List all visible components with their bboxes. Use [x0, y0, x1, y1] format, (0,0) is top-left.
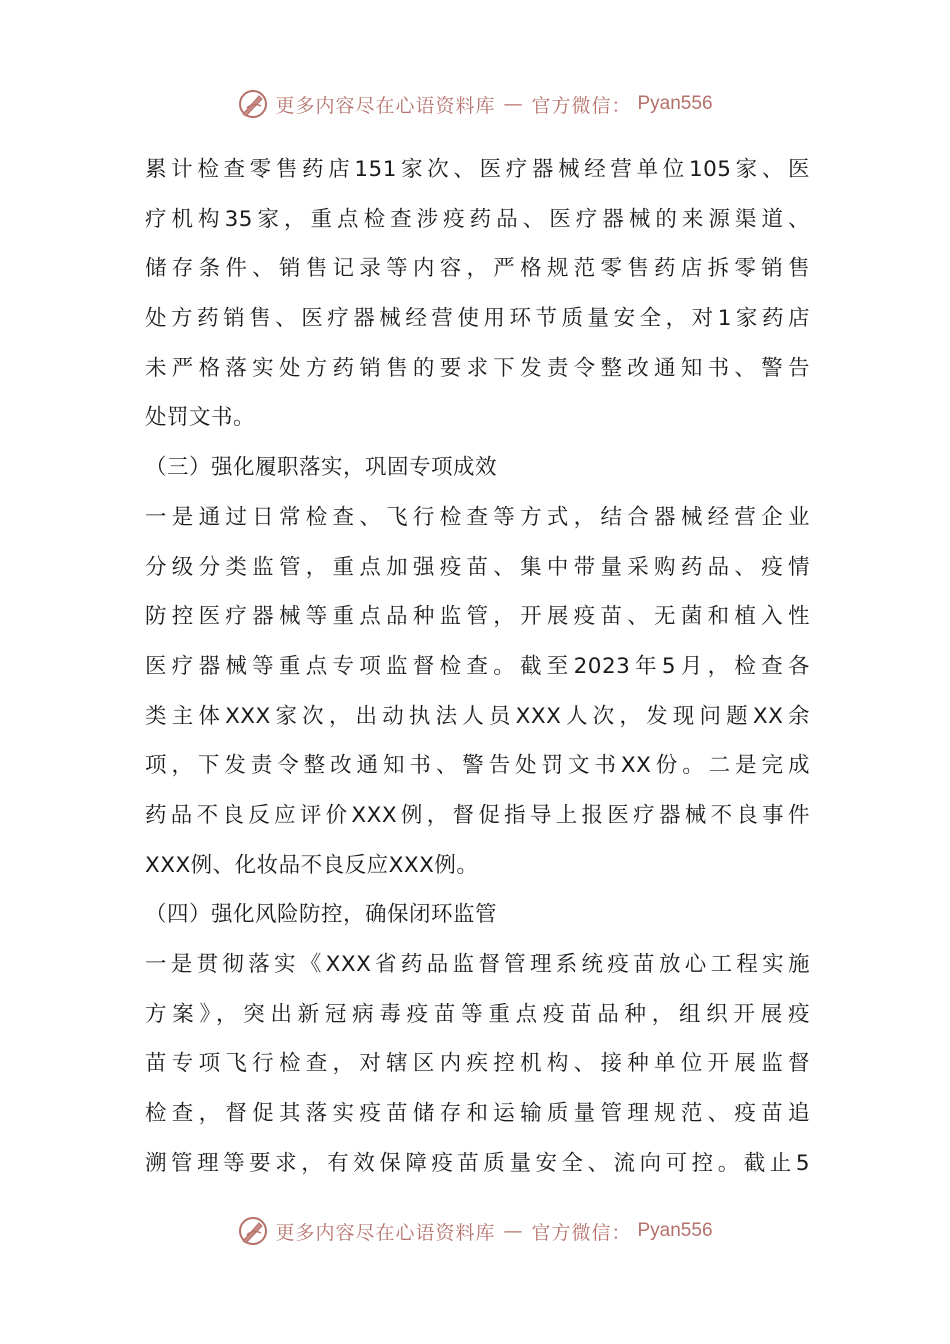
- document-body: [145, 145, 810, 1188]
- watermark-separator: —: [503, 1220, 524, 1242]
- watermark-footer: [0, 1211, 950, 1251]
- watermark-official: 官方微信：: [531, 94, 632, 117]
- watermark-account: Pyan556: [637, 1220, 713, 1241]
- text-line: 防控医疗器械等重点品种监管，开展疫苗、无菌和植入性: [145, 604, 810, 630]
- watermark-text: 更多内容尽在心语资料库: [275, 94, 496, 117]
- text-line: 项，下发责令整改通知书、警告处罚文书XX份。二是完成: [145, 753, 810, 779]
- watermark-official: 官方微信：: [531, 1221, 632, 1244]
- text-line: 一是通过日常检查、飞行检查等方式，结合器械经营企业: [145, 504, 810, 530]
- text-line: 一是贯彻落实《XXX省药品监督管理系统疫苗放心工程实施: [145, 952, 810, 977]
- text-line: 处罚文书。: [145, 405, 256, 431]
- text-line: 分级分类监管，重点加强疫苗、集中带量采购药品、疫情: [145, 554, 810, 580]
- watermark-header: [0, 84, 950, 124]
- section-heading: （三）强化履职落实，巩固专项成效: [145, 455, 498, 481]
- text-line: 处方药销售、医疗器械经营使用环节质量安全，对1家药店: [145, 306, 810, 332]
- text-line: 药品不良反应评价XXX例，督促指导上报医疗器械不良事件: [145, 802, 810, 828]
- text-line: 类主体XXX家次，出动执法人员XXX人次，发现问题XX余: [145, 703, 810, 729]
- pen-circle-logo: [237, 1215, 269, 1247]
- text-line: 未严格落实处方药销售的要求下发责令整改通知书、警告: [145, 355, 810, 381]
- pen-circle-logo: [237, 88, 269, 120]
- text-line: 储存条件、销售记录等内容，严格规范零售药店拆零销售: [145, 256, 810, 282]
- text-line: XXX例、化妆品不良反应XXX例。: [145, 852, 479, 878]
- text-line: 医疗器械等重点专项监督检查。截至2023年5月，检查各: [145, 653, 810, 679]
- section-heading: （四）强化风险防控，确保闭环监管: [145, 902, 498, 928]
- watermark-text: 更多内容尽在心语资料库: [275, 1221, 496, 1244]
- text-line: 溯管理等要求，有效保障疫苗质量安全、流向可控。截止5: [145, 1150, 810, 1176]
- text-line: 检查，督促其落实疫苗储存和运输质量管理规范、疫苗追: [145, 1101, 810, 1127]
- text-line: 苗专项飞行检查，对辖区内疾控机构、接种单位开展监督: [145, 1051, 810, 1077]
- text-line: 方案》，突出新冠病毒疫苗等重点疫苗品种，组织开展疫: [145, 1001, 810, 1027]
- text-line: 疗机构35家，重点检查涉疫药品、医疗器械的来源渠道、: [145, 206, 810, 232]
- text-line: 累计检查零售药店151家次、医疗器械经营单位105家、医: [145, 157, 810, 182]
- watermark-account: Pyan556: [637, 93, 713, 114]
- watermark-separator: —: [503, 93, 524, 115]
